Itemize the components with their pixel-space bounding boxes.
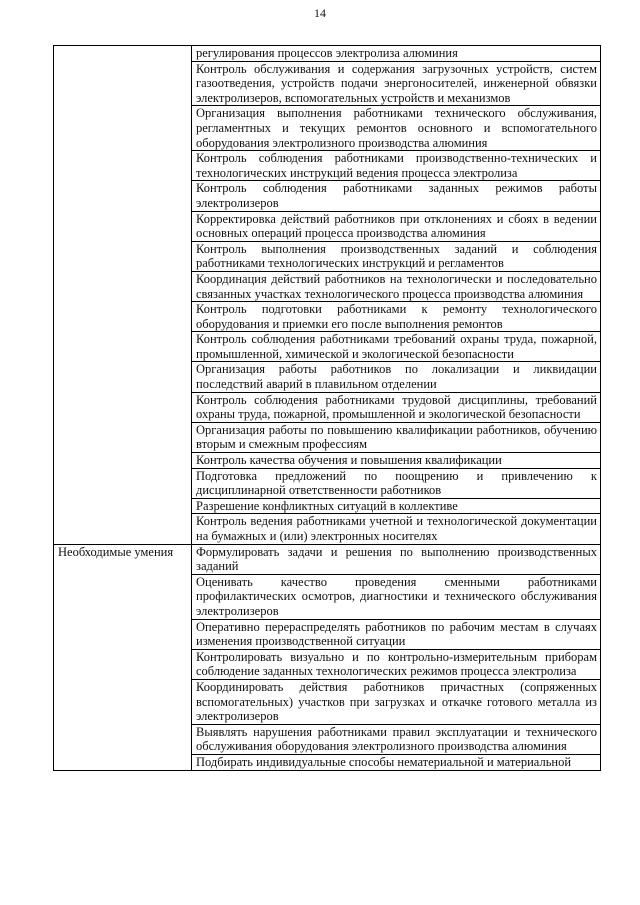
table-cell-text: Контролировать визуально и по контрольно-измерительным приборам соблюдение заданных технологических режимов процесса электролиза — [192, 649, 601, 679]
table-cell-text: Контроль соблюдения работниками заданных режимов работы электролизеров — [192, 181, 601, 211]
table-cell-text: Контроль соблюдения работниками производственно-технических и технологических инструкций ведения процесса электролиза — [192, 151, 601, 181]
table-cell-text: Подготовка предложений по поощрению и привлечению к дисциплинарной ответственности работников — [192, 468, 601, 498]
section-label: Необходимые умения — [54, 544, 192, 770]
table-cell-text: Контроль обслуживания и содержания загрузочных устройств, систем газоотведения, устройств подачи энергоносителей, инженерной обвязки электролизеров, вспомогательных устройств и механизмов — [192, 61, 601, 106]
table-cell-text: Выявлять нарушения работниками правил эксплуатации и технического обслуживания оборудования электролизного производства алюминия — [192, 724, 601, 754]
table-cell-text: Организация работы работников по локализации и ликвидации последствий аварий в плавильном отделении — [192, 362, 601, 392]
table-cell-text: Организация выполнения работниками технического обслуживания, регламентных и текущих ремонтов основного и вспомогательного оборудования электролизного производства алюминия — [192, 106, 601, 151]
table-cell-text: Координировать действия работников причастных (сопряженных вспомогательных) участков при загрузках и откачке готового металла из электролизеров — [192, 679, 601, 724]
table-cell-text: Оперативно перераспределять работников по рабочим местам в случаях изменения производственной ситуации — [192, 619, 601, 649]
table-cell-text: Контроль соблюдения работниками трудовой дисциплины, требований охраны труда, пожарной, промышленной и экологической безопасности — [192, 392, 601, 422]
table-cell-text: Контроль соблюдения работниками требований охраны труда, пожарной, промышленной, химической и экологической безопасности — [192, 332, 601, 362]
table-cell-text: регулирования процессов электролиза алюминия — [192, 46, 601, 62]
table-cell-text: Разрешение конфликтных ситуаций в коллективе — [192, 498, 601, 514]
table-cell-text: Координация действий работников на технологически и последовательно связанных участках технологического процесса производства алюминия — [192, 271, 601, 301]
table-cell-text: Подбирать индивидуальные способы нематериальной и материальной — [192, 754, 601, 770]
page-number: 14 — [314, 6, 326, 20]
table-cell-text: Контроль подготовки работниками к ремонту технологического оборудования и приемки его после выполнения ремонтов — [192, 302, 601, 332]
table-row — [54, 544, 601, 574]
section-label — [54, 46, 192, 545]
table-cell-text: Организация работы по повышению квалификации работников, обучению вторым и смежным профессиям — [192, 422, 601, 452]
table-body — [54, 46, 601, 771]
table-cell-text: Оценивать качество проведения сменными работниками профилактических осмотров, диагностики и технического обслуживания электролизеров — [192, 574, 601, 619]
table-cell-text: Формулировать задачи и решения по выполнению производственных заданий — [192, 544, 601, 574]
table-row — [54, 46, 601, 62]
competency-table — [53, 45, 601, 771]
table-cell-text: Корректировка действий работников при отклонениях и сбоях в ведении основных операций процесса производства алюминия — [192, 211, 601, 241]
table-cell-text: Контроль выполнения производственных заданий и соблюдения работниками технологических инструкций и регламентов — [192, 241, 601, 271]
table-cell-text: Контроль ведения работниками учетной и технологической документации на бумажных и (или) электронных носителях — [192, 514, 601, 544]
table-cell-text: Контроль качества обучения и повышения квалификации — [192, 453, 601, 469]
